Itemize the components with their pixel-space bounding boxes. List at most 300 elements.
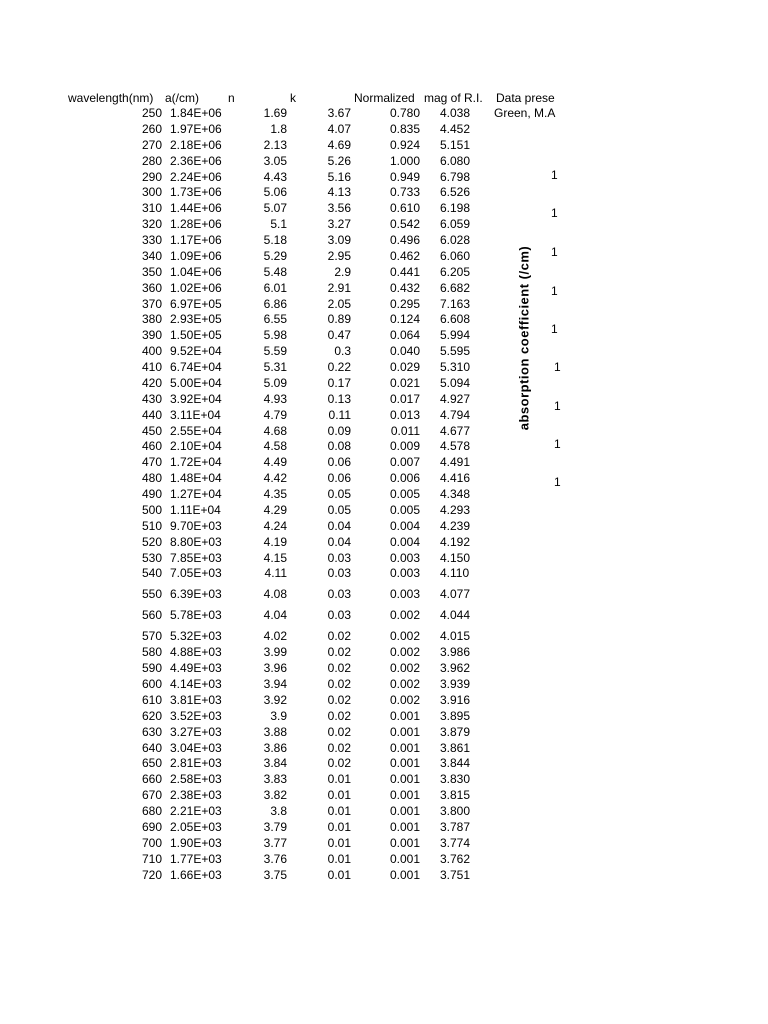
cell-wavelength[interactable]: 470 xyxy=(141,455,162,470)
cell-k[interactable]: 5.26 xyxy=(327,153,351,168)
chart-tick-label: 1 xyxy=(551,206,558,220)
cell-normalized[interactable]: 0.432 xyxy=(389,280,420,295)
cell-normalized[interactable]: 0.610 xyxy=(389,201,420,216)
cell-k[interactable]: 0.08 xyxy=(327,439,351,454)
cell-wavelength[interactable]: 670 xyxy=(141,788,162,803)
cell-wavelength[interactable]: 440 xyxy=(141,407,162,422)
header-mag[interactable]: mag of R.I. xyxy=(424,91,483,105)
cell-absorption[interactable]: 2.38E+03 xyxy=(170,788,222,803)
cell-absorption[interactable]: 4.14E+03 xyxy=(170,677,222,691)
cell-wavelength[interactable]: 540 xyxy=(141,566,162,581)
cell-normalized[interactable]: 0.017 xyxy=(389,391,420,406)
cell-k[interactable]: 0.02 xyxy=(327,740,351,755)
cell-wavelength[interactable]: 370 xyxy=(141,296,162,311)
cell-n[interactable]: 3.9 xyxy=(270,708,287,723)
cell-wavelength[interactable]: 330 xyxy=(141,233,162,247)
cell-absorption[interactable]: 2.21E+03 xyxy=(170,804,222,818)
cell-mag[interactable]: 4.293 xyxy=(440,502,471,517)
cell-wavelength[interactable]: 490 xyxy=(141,487,162,501)
cell-n[interactable]: 3.76 xyxy=(263,851,287,866)
cell-n[interactable]: 5.09 xyxy=(263,375,287,390)
cell-k[interactable]: 0.03 xyxy=(327,550,351,565)
cell-absorption[interactable]: 1.84E+06 xyxy=(170,106,222,120)
header-normalized[interactable]: Normalized xyxy=(354,91,415,105)
cell-normalized[interactable]: 0.013 xyxy=(389,407,420,422)
cell-wavelength[interactable]: 590 xyxy=(141,661,162,676)
cell-mag[interactable]: 5.094 xyxy=(440,375,471,390)
cell-wavelength[interactable]: 690 xyxy=(141,819,162,834)
cell-absorption[interactable]: 6.97E+05 xyxy=(170,296,222,311)
cell-mag[interactable]: 3.844 xyxy=(440,756,471,771)
cell-mag[interactable]: 3.787 xyxy=(440,819,471,834)
cell-n[interactable]: 3.99 xyxy=(263,645,287,660)
cell-wavelength[interactable]: 250 xyxy=(141,106,162,120)
cell-normalized[interactable]: 0.003 xyxy=(389,550,420,565)
cell-k[interactable]: 0.89 xyxy=(327,312,351,327)
cell-k[interactable]: 0.02 xyxy=(327,661,351,676)
cell-absorption[interactable]: 6.74E+04 xyxy=(170,360,222,374)
cell-k[interactable]: 0.02 xyxy=(327,692,351,707)
cell-normalized[interactable]: 0.004 xyxy=(389,534,420,549)
cell-k[interactable]: 0.06 xyxy=(327,455,351,470)
cell-n[interactable]: 1.69 xyxy=(263,106,287,120)
cell-n[interactable]: 4.08 xyxy=(263,587,287,602)
cell-absorption[interactable]: 3.11E+04 xyxy=(170,407,221,422)
cell-k[interactable]: 4.13 xyxy=(327,185,351,200)
cell-mag[interactable]: 3.895 xyxy=(440,708,471,723)
cell-wavelength[interactable]: 290 xyxy=(141,169,162,184)
cell-k[interactable]: 3.27 xyxy=(327,217,351,232)
cell-wavelength[interactable]: 530 xyxy=(141,550,162,565)
cell-k[interactable]: 0.02 xyxy=(327,724,351,739)
cell-n[interactable]: 3.86 xyxy=(263,740,287,755)
cell-normalized[interactable]: 0.001 xyxy=(389,788,420,803)
cell-absorption[interactable]: 3.27E+03 xyxy=(170,724,222,739)
cell-n[interactable]: 3.96 xyxy=(263,661,287,676)
cell-absorption[interactable]: 2.58E+03 xyxy=(170,772,222,787)
cell-mag[interactable]: 6.798 xyxy=(440,169,471,184)
cell-mag[interactable]: 3.986 xyxy=(440,645,471,660)
header-n[interactable]: n xyxy=(228,91,235,105)
cell-n[interactable]: 4.93 xyxy=(263,391,287,406)
cell-mag[interactable]: 3.916 xyxy=(440,692,471,707)
cell-absorption[interactable]: 5.00E+04 xyxy=(170,375,222,390)
cell-k[interactable]: 0.04 xyxy=(327,518,351,533)
cell-absorption[interactable]: 2.93E+05 xyxy=(170,312,222,327)
cell-normalized[interactable]: 0.002 xyxy=(389,677,420,691)
cell-absorption[interactable]: 2.55E+04 xyxy=(170,423,222,438)
cell-n[interactable]: 3.88 xyxy=(263,724,287,739)
cell-mag[interactable]: 4.677 xyxy=(440,423,471,438)
cell-wavelength[interactable]: 260 xyxy=(141,121,162,136)
header-absorption[interactable]: a(/cm) xyxy=(165,91,199,105)
chart-tick-label: 1 xyxy=(554,475,561,489)
cell-normalized[interactable]: 0.005 xyxy=(389,502,420,517)
cell-n[interactable]: 5.48 xyxy=(263,264,287,279)
cell-normalized[interactable]: 0.009 xyxy=(389,439,420,454)
cell-mag[interactable]: 6.608 xyxy=(440,312,471,327)
cell-mag[interactable]: 4.150 xyxy=(440,550,471,565)
cell-absorption[interactable]: 1.04E+06 xyxy=(170,264,222,279)
cell-normalized[interactable]: 0.002 xyxy=(389,692,420,707)
cell-absorption[interactable]: 2.81E+03 xyxy=(170,756,222,771)
cell-n[interactable]: 3.79 xyxy=(263,819,287,834)
cell-normalized[interactable]: 0.001 xyxy=(389,740,420,755)
cell-wavelength[interactable]: 300 xyxy=(141,185,162,200)
cell-n[interactable]: 3.94 xyxy=(263,677,287,691)
cell-k[interactable]: 0.02 xyxy=(327,756,351,771)
cell-mag[interactable]: 4.927 xyxy=(440,391,471,406)
cell-absorption[interactable]: 1.48E+04 xyxy=(170,471,222,486)
cell-absorption[interactable]: 1.90E+03 xyxy=(170,835,222,850)
cell-normalized[interactable]: 0.004 xyxy=(389,518,420,533)
cell-absorption[interactable]: 8.80E+03 xyxy=(170,534,222,549)
cell-wavelength[interactable]: 600 xyxy=(141,677,162,691)
cell-normalized[interactable]: 0.007 xyxy=(389,455,420,470)
cell-mag[interactable]: 3.815 xyxy=(440,788,471,803)
header-wavelength[interactable]: wavelength(nm) xyxy=(68,91,154,105)
cell-normalized[interactable]: 0.006 xyxy=(389,471,420,486)
cell-absorption[interactable]: 6.39E+03 xyxy=(170,587,222,602)
cell-normalized[interactable]: 0.733 xyxy=(389,185,420,200)
cell-normalized[interactable]: 0.001 xyxy=(389,772,420,787)
cell-k[interactable]: 0.17 xyxy=(327,375,351,390)
cell-absorption[interactable]: 1.77E+03 xyxy=(170,851,222,866)
chart-tick-label: 1 xyxy=(554,399,561,413)
cell-absorption[interactable]: 1.28E+06 xyxy=(170,217,222,232)
cell-mag[interactable]: 4.452 xyxy=(440,121,471,136)
cell-wavelength[interactable]: 310 xyxy=(141,201,162,216)
credit-cell[interactable]: Green, M.A xyxy=(494,106,556,120)
cell-wavelength[interactable]: 510 xyxy=(141,518,162,533)
cell-wavelength[interactable]: 460 xyxy=(141,439,162,454)
header-k[interactable]: k xyxy=(290,91,296,105)
cell-n[interactable]: 4.49 xyxy=(263,455,287,470)
cell-normalized[interactable]: 0.021 xyxy=(389,375,420,390)
cell-mag[interactable]: 4.578 xyxy=(440,439,471,454)
cell-mag[interactable]: 4.192 xyxy=(440,534,471,549)
cell-n[interactable]: 4.24 xyxy=(263,518,287,533)
cell-normalized[interactable]: 0.003 xyxy=(389,587,420,602)
cell-n[interactable]: 4.68 xyxy=(263,423,287,438)
cell-k[interactable]: 0.02 xyxy=(327,645,351,660)
cell-wavelength[interactable]: 480 xyxy=(141,471,162,486)
cell-k[interactable]: 0.05 xyxy=(327,502,351,517)
cell-n[interactable]: 1.8 xyxy=(270,121,287,136)
cell-wavelength[interactable]: 660 xyxy=(141,772,162,787)
cell-absorption[interactable]: 2.18E+06 xyxy=(170,137,222,152)
cell-mag[interactable]: 6.198 xyxy=(440,201,471,216)
cell-wavelength[interactable]: 320 xyxy=(141,217,162,232)
cell-mag[interactable]: 4.239 xyxy=(440,518,471,533)
cell-n[interactable]: 4.58 xyxy=(263,439,287,454)
cell-n[interactable]: 4.29 xyxy=(263,502,287,517)
cell-wavelength[interactable]: 640 xyxy=(141,740,162,755)
cell-mag[interactable]: 3.762 xyxy=(440,851,471,866)
cell-mag[interactable]: 7.163 xyxy=(440,296,471,311)
cell-k[interactable]: 0.22 xyxy=(327,360,351,374)
cell-k[interactable]: 0.01 xyxy=(327,851,351,866)
cell-wavelength[interactable]: 610 xyxy=(141,692,162,707)
cell-mag[interactable]: 4.348 xyxy=(440,487,471,501)
cell-wavelength[interactable]: 420 xyxy=(141,375,162,390)
cell-wavelength[interactable]: 630 xyxy=(141,724,162,739)
cell-n[interactable]: 3.8 xyxy=(270,804,287,818)
cell-k[interactable]: 0.01 xyxy=(327,819,351,834)
cell-absorption[interactable]: 3.04E+03 xyxy=(170,740,222,755)
cell-absorption[interactable]: 1.09E+06 xyxy=(170,248,222,263)
cell-normalized[interactable]: 0.835 xyxy=(389,121,420,136)
cell-n[interactable]: 2.13 xyxy=(263,137,287,152)
cell-wavelength[interactable]: 380 xyxy=(141,312,162,327)
cell-mag[interactable]: 3.830 xyxy=(440,772,471,787)
cell-n[interactable]: 4.15 xyxy=(263,550,287,565)
cell-wavelength[interactable]: 570 xyxy=(141,629,162,644)
cell-normalized[interactable]: 0.002 xyxy=(389,608,420,623)
cell-mag[interactable]: 3.962 xyxy=(440,661,471,676)
cell-wavelength[interactable]: 360 xyxy=(141,280,162,295)
cell-k[interactable]: 0.01 xyxy=(327,788,351,803)
cell-mag[interactable]: 4.044 xyxy=(440,608,471,623)
cell-mag[interactable]: 5.151 xyxy=(440,137,471,152)
cell-k[interactable]: 3.56 xyxy=(327,201,351,216)
cell-mag[interactable]: 6.059 xyxy=(440,217,471,232)
table-row xyxy=(0,201,768,217)
cell-k[interactable]: 2.05 xyxy=(327,296,351,311)
cell-k[interactable]: 3.09 xyxy=(327,233,351,247)
cell-wavelength[interactable]: 270 xyxy=(141,137,162,152)
cell-n[interactable]: 3.83 xyxy=(263,772,287,787)
cell-normalized[interactable]: 0.496 xyxy=(389,233,420,247)
cell-absorption[interactable]: 1.02E+06 xyxy=(170,280,222,295)
cell-normalized[interactable]: 0.462 xyxy=(389,248,420,263)
cell-wavelength[interactable]: 620 xyxy=(141,708,162,723)
cell-mag[interactable]: 4.491 xyxy=(440,455,471,470)
cell-k[interactable]: 0.13 xyxy=(327,391,351,406)
cell-mag[interactable]: 6.080 xyxy=(440,153,471,168)
cell-mag[interactable]: 3.879 xyxy=(440,724,471,739)
cell-k[interactable]: 0.06 xyxy=(327,471,351,486)
cell-absorption[interactable]: 3.52E+03 xyxy=(170,708,222,723)
cell-absorption[interactable]: 4.49E+03 xyxy=(170,661,222,676)
cell-wavelength[interactable]: 720 xyxy=(141,867,162,882)
cell-n[interactable]: 5.31 xyxy=(263,360,287,374)
cell-normalized[interactable]: 0.542 xyxy=(389,217,420,232)
cell-wavelength[interactable]: 520 xyxy=(141,534,162,549)
cell-mag[interactable]: 3.939 xyxy=(440,677,471,691)
cell-n[interactable]: 5.07 xyxy=(263,201,287,216)
cell-mag[interactable]: 4.015 xyxy=(440,629,471,644)
cell-mag[interactable]: 4.794 xyxy=(440,407,471,422)
cell-absorption[interactable]: 2.05E+03 xyxy=(170,819,222,834)
cell-mag[interactable]: 5.310 xyxy=(440,360,471,374)
cell-n[interactable]: 5.18 xyxy=(263,233,287,247)
cell-n[interactable]: 4.11 xyxy=(264,566,287,581)
cell-k[interactable]: 0.47 xyxy=(327,328,351,343)
cell-normalized[interactable]: 0.029 xyxy=(389,360,420,374)
cell-n[interactable]: 3.84 xyxy=(263,756,287,771)
cell-mag[interactable]: 3.861 xyxy=(440,740,471,755)
cell-mag[interactable]: 5.994 xyxy=(440,328,471,343)
cell-k[interactable]: 0.01 xyxy=(327,835,351,850)
cell-n[interactable]: 4.19 xyxy=(263,534,287,549)
cell-normalized[interactable]: 0.441 xyxy=(389,264,420,279)
cell-normalized[interactable]: 0.011 xyxy=(390,423,420,438)
cell-mag[interactable]: 3.800 xyxy=(440,804,471,818)
cell-n[interactable]: 4.43 xyxy=(263,169,287,184)
cell-absorption[interactable]: 1.97E+06 xyxy=(170,121,222,136)
cell-wavelength[interactable]: 350 xyxy=(141,264,162,279)
cell-n[interactable]: 4.02 xyxy=(263,629,287,644)
cell-mag[interactable]: 4.110 xyxy=(440,566,470,581)
cell-n[interactable]: 5.06 xyxy=(263,185,287,200)
cell-n[interactable]: 3.77 xyxy=(263,835,287,850)
cell-absorption[interactable]: 4.88E+03 xyxy=(170,645,222,660)
header-data-presented[interactable]: Data prese xyxy=(496,91,555,105)
cell-wavelength[interactable]: 430 xyxy=(141,391,162,406)
cell-wavelength[interactable]: 650 xyxy=(141,756,162,771)
cell-normalized[interactable]: 1.000 xyxy=(389,153,420,168)
cell-k[interactable]: 2.91 xyxy=(327,280,351,295)
cell-mag[interactable]: 4.416 xyxy=(440,471,471,486)
cell-absorption[interactable]: 1.17E+06 xyxy=(170,233,222,247)
cell-n[interactable]: 5.98 xyxy=(263,328,287,343)
cell-wavelength[interactable]: 340 xyxy=(141,248,162,263)
cell-k[interactable]: 0.02 xyxy=(327,677,351,691)
cell-n[interactable]: 6.55 xyxy=(263,312,287,327)
cell-n[interactable]: 5.59 xyxy=(263,344,287,359)
cell-normalized[interactable]: 0.002 xyxy=(389,661,420,676)
cell-normalized[interactable]: 0.003 xyxy=(389,566,420,581)
cell-k[interactable]: 0.01 xyxy=(327,867,351,882)
cell-n[interactable]: 3.92 xyxy=(263,692,287,707)
cell-absorption[interactable]: 1.27E+04 xyxy=(170,487,222,501)
cell-wavelength[interactable]: 280 xyxy=(141,153,162,168)
cell-normalized[interactable]: 0.064 xyxy=(389,328,420,343)
cell-normalized[interactable]: 0.001 xyxy=(389,724,420,739)
cell-k[interactable]: 0.03 xyxy=(327,608,351,623)
cell-absorption[interactable]: 1.11E+04 xyxy=(170,502,221,517)
cell-absorption[interactable]: 7.85E+03 xyxy=(170,550,222,565)
cell-n[interactable]: 5.1 xyxy=(270,217,287,232)
cell-k[interactable]: 4.07 xyxy=(327,121,351,136)
cell-k[interactable]: 0.3 xyxy=(334,344,351,359)
cell-absorption[interactable]: 1.72E+04 xyxy=(170,455,222,470)
cell-absorption[interactable]: 1.50E+05 xyxy=(170,328,222,343)
cell-normalized[interactable]: 0.001 xyxy=(389,708,420,723)
cell-wavelength[interactable]: 580 xyxy=(141,645,162,660)
cell-normalized[interactable]: 0.949 xyxy=(389,169,420,184)
cell-normalized[interactable]: 0.001 xyxy=(389,835,420,850)
cell-wavelength[interactable]: 700 xyxy=(141,835,162,850)
cell-k[interactable]: 5.16 xyxy=(327,169,351,184)
cell-mag[interactable]: 4.038 xyxy=(440,106,471,120)
cell-n[interactable]: 3.75 xyxy=(263,867,287,882)
cell-k[interactable]: 0.11 xyxy=(328,407,351,422)
cell-absorption[interactable]: 3.81E+03 xyxy=(170,692,222,707)
cell-wavelength[interactable]: 450 xyxy=(141,423,162,438)
cell-normalized[interactable]: 0.001 xyxy=(389,851,420,866)
cell-n[interactable]: 3.05 xyxy=(263,153,287,168)
cell-n[interactable]: 4.42 xyxy=(263,471,287,486)
cell-mag[interactable]: 6.205 xyxy=(440,264,471,279)
cell-wavelength[interactable]: 560 xyxy=(141,608,162,623)
cell-normalized[interactable]: 0.780 xyxy=(389,106,420,120)
cell-mag[interactable]: 6.028 xyxy=(440,233,471,247)
cell-n[interactable]: 6.01 xyxy=(263,280,287,295)
cell-k[interactable]: 0.03 xyxy=(327,566,351,581)
cell-wavelength[interactable]: 550 xyxy=(141,587,162,602)
cell-absorption[interactable]: 1.66E+03 xyxy=(170,867,222,882)
cell-absorption[interactable]: 2.10E+04 xyxy=(170,439,222,454)
cell-k[interactable]: 3.67 xyxy=(327,106,351,120)
cell-absorption[interactable]: 1.73E+06 xyxy=(170,185,222,200)
cell-normalized[interactable]: 0.295 xyxy=(389,296,420,311)
cell-absorption[interactable]: 9.52E+04 xyxy=(170,344,222,359)
cell-mag[interactable]: 3.774 xyxy=(440,835,471,850)
cell-n[interactable]: 4.35 xyxy=(263,487,287,501)
cell-wavelength[interactable]: 500 xyxy=(141,502,162,517)
cell-mag[interactable]: 4.077 xyxy=(440,587,471,602)
cell-absorption[interactable]: 2.24E+06 xyxy=(170,169,222,184)
cell-k[interactable]: 0.02 xyxy=(327,629,351,644)
cell-absorption[interactable]: 7.05E+03 xyxy=(170,566,222,581)
cell-mag[interactable]: 5.595 xyxy=(440,344,471,359)
cell-absorption[interactable]: 2.36E+06 xyxy=(170,153,222,168)
cell-k[interactable]: 0.01 xyxy=(327,772,351,787)
cell-absorption[interactable]: 1.44E+06 xyxy=(170,201,222,216)
cell-normalized[interactable]: 0.001 xyxy=(389,819,420,834)
cell-k[interactable]: 0.02 xyxy=(327,708,351,723)
cell-n[interactable]: 4.79 xyxy=(263,407,287,422)
cell-k[interactable]: 4.69 xyxy=(327,137,351,152)
cell-k[interactable]: 0.01 xyxy=(327,804,351,818)
cell-mag[interactable]: 6.682 xyxy=(440,280,471,295)
cell-mag[interactable]: 6.526 xyxy=(440,185,471,200)
cell-n[interactable]: 3.82 xyxy=(263,788,287,803)
cell-k[interactable]: 0.04 xyxy=(327,534,351,549)
cell-normalized[interactable]: 0.040 xyxy=(389,344,420,359)
cell-normalized[interactable]: 0.002 xyxy=(389,645,420,660)
cell-wavelength[interactable]: 410 xyxy=(141,360,162,374)
cell-absorption[interactable]: 5.78E+03 xyxy=(170,608,222,623)
cell-normalized[interactable]: 0.001 xyxy=(389,867,420,882)
cell-normalized[interactable]: 0.124 xyxy=(389,312,420,327)
cell-n[interactable]: 6.86 xyxy=(263,296,287,311)
cell-wavelength[interactable]: 390 xyxy=(141,328,162,343)
cell-k[interactable]: 0.03 xyxy=(327,587,351,602)
cell-normalized[interactable]: 0.005 xyxy=(389,487,420,501)
cell-wavelength[interactable]: 680 xyxy=(141,804,162,818)
cell-k[interactable]: 2.95 xyxy=(327,248,351,263)
cell-wavelength[interactable]: 400 xyxy=(141,344,162,359)
cell-normalized[interactable]: 0.924 xyxy=(389,137,420,152)
cell-absorption[interactable]: 5.32E+03 xyxy=(170,629,222,644)
cell-k[interactable]: 0.05 xyxy=(327,487,351,501)
cell-absorption[interactable]: 3.92E+04 xyxy=(170,391,222,406)
cell-n[interactable]: 4.04 xyxy=(263,608,287,623)
cell-absorption[interactable]: 9.70E+03 xyxy=(170,518,222,533)
cell-mag[interactable]: 6.060 xyxy=(440,248,471,263)
cell-n[interactable]: 5.29 xyxy=(263,248,287,263)
cell-k[interactable]: 0.09 xyxy=(327,423,351,438)
cell-k[interactable]: 2.9 xyxy=(334,264,351,279)
cell-normalized[interactable]: 0.002 xyxy=(389,629,420,644)
cell-normalized[interactable]: 0.001 xyxy=(389,804,420,818)
cell-normalized[interactable]: 0.001 xyxy=(389,756,420,771)
cell-wavelength[interactable]: 710 xyxy=(141,851,162,866)
cell-mag[interactable]: 3.751 xyxy=(440,867,471,882)
